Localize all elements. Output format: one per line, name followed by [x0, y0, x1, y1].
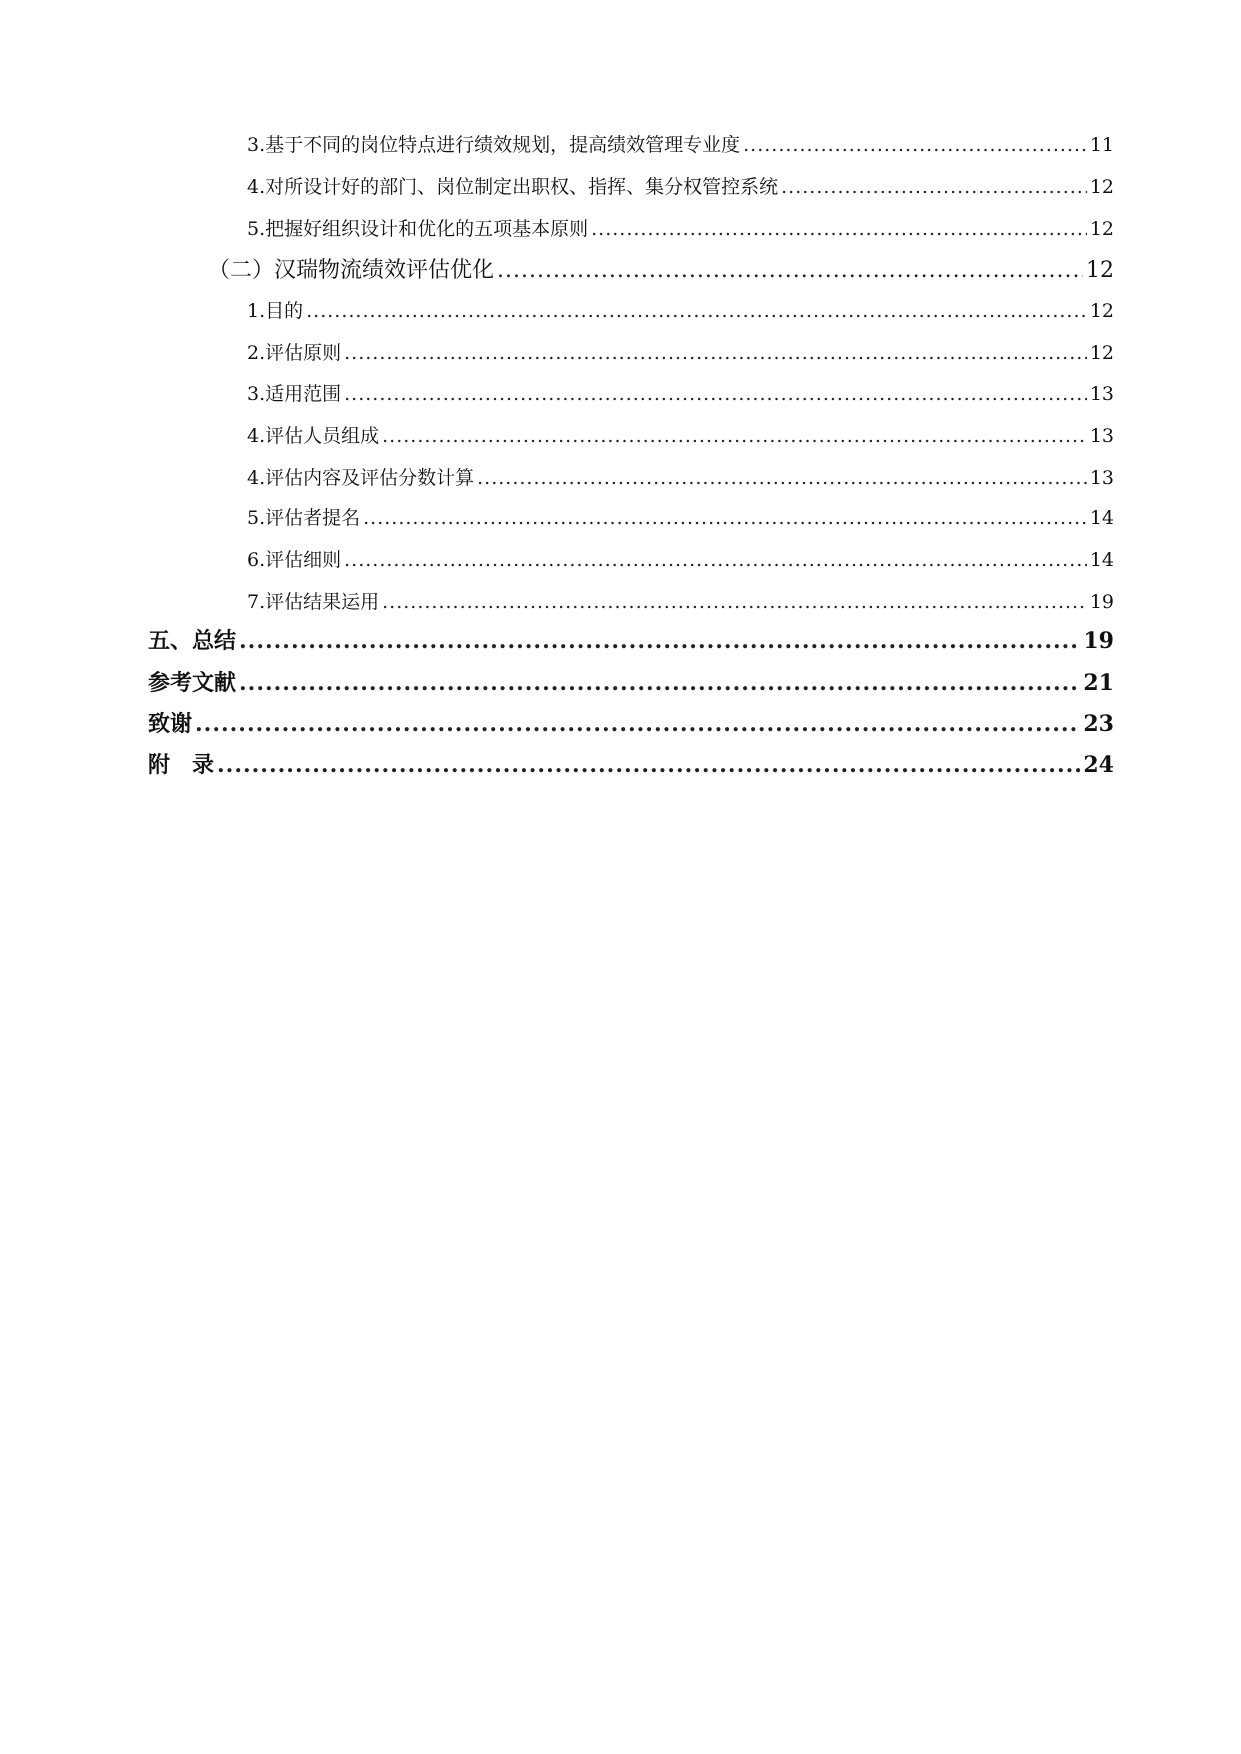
toc-entry-label: 4.对所设计好的部门、岗位制定出职权、指挥、集分权管控系统 — [247, 176, 779, 198]
toc-entry-page: 19 — [1089, 591, 1114, 613]
toc-dot-leader — [363, 507, 1087, 529]
toc-entry-label: 1.目的 — [247, 300, 304, 322]
toc-entry[interactable] — [148, 624, 1114, 655]
toc-entry-page: 12 — [1089, 176, 1114, 198]
toc-dot-leader — [382, 425, 1087, 447]
toc-entry-label: （二）汉瑞物流绩效评估优化 — [208, 258, 495, 283]
toc-entry-page: 23 — [1083, 711, 1114, 737]
toc-dot-leader — [497, 258, 1083, 283]
toc-entry[interactable] — [148, 707, 1114, 738]
toc-entry-page: 19 — [1083, 628, 1114, 654]
toc-entry[interactable] — [247, 587, 1114, 614]
toc-entry-page: 13 — [1089, 467, 1114, 489]
toc-dot-leader — [591, 218, 1087, 240]
toc-entry[interactable] — [208, 253, 1114, 284]
toc-entry-label: 附 录 — [148, 752, 215, 778]
toc-entry-page: 21 — [1083, 670, 1114, 696]
toc-dot-leader — [344, 383, 1087, 405]
toc-entry[interactable] — [148, 748, 1114, 779]
toc-dot-leader — [239, 628, 1080, 654]
toc-entry-page: 12 — [1089, 300, 1114, 322]
toc-entry-label: 2.评估原则 — [247, 342, 342, 364]
toc-entry-label: 5.评估者提名 — [247, 507, 361, 529]
toc-entry-label: 4.评估人员组成 — [247, 425, 380, 447]
toc-entry-page: 12 — [1089, 342, 1114, 364]
toc-entry[interactable] — [247, 172, 1114, 199]
toc-entry-page: 12 — [1086, 258, 1114, 283]
toc-entry[interactable] — [247, 503, 1114, 530]
toc-entry-label: 6.评估细则 — [247, 549, 342, 571]
toc-entry-page: 13 — [1089, 425, 1114, 447]
toc-dot-leader — [382, 591, 1087, 613]
toc-entry[interactable] — [247, 296, 1114, 323]
toc-entry-page: 13 — [1089, 383, 1114, 405]
toc-dot-leader — [195, 711, 1080, 737]
toc-entry[interactable] — [247, 421, 1114, 448]
toc-dot-leader — [781, 176, 1087, 198]
toc-dot-leader — [239, 670, 1080, 696]
toc-entry[interactable] — [247, 214, 1114, 241]
toc-entry-label: 五、总结 — [148, 628, 237, 654]
toc-entry-label: 4.评估内容及评估分数计算 — [247, 467, 475, 489]
toc-entry-label: 5.把握好组织设计和优化的五项基本原则 — [247, 218, 589, 240]
toc-dot-leader — [477, 467, 1087, 489]
toc-entry[interactable] — [247, 130, 1114, 157]
toc-entry-page: 24 — [1083, 752, 1114, 778]
toc-dot-leader — [743, 134, 1087, 156]
toc-dot-leader — [306, 300, 1087, 322]
toc-dot-leader — [344, 342, 1087, 364]
toc-entry-label: 3.基于不同的岗位特点进行绩效规划，提高绩效管理专业度 — [247, 134, 741, 156]
toc-entry-label: 3.适用范围 — [247, 383, 342, 405]
toc-entry[interactable] — [247, 338, 1114, 365]
toc-dot-leader — [344, 549, 1087, 571]
toc-entry-page: 14 — [1089, 507, 1114, 529]
toc-entry-page: 12 — [1089, 218, 1114, 240]
toc-entry-label: 7.评估结果运用 — [247, 591, 380, 613]
toc-entry-page: 11 — [1089, 134, 1114, 156]
toc-dot-leader — [217, 752, 1080, 778]
toc-entry[interactable] — [247, 545, 1114, 572]
toc-entry-label: 致谢 — [148, 711, 193, 737]
toc-entry[interactable] — [247, 379, 1114, 406]
toc-entry-label: 参考文献 — [148, 670, 237, 696]
toc-entry[interactable] — [148, 666, 1114, 697]
toc-entry-page: 14 — [1089, 549, 1114, 571]
toc-entry[interactable] — [247, 463, 1114, 490]
